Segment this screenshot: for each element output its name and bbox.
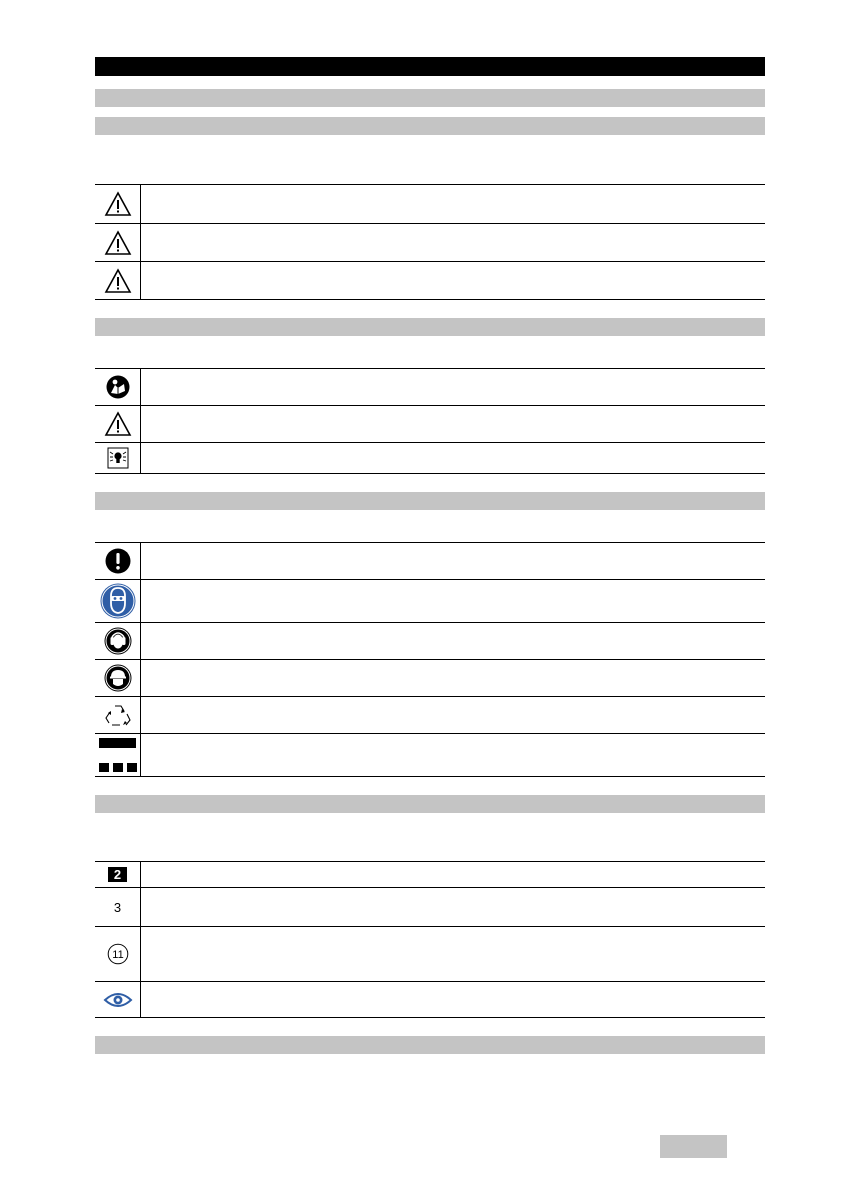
section-header-bar: [95, 795, 765, 813]
table-row: [95, 579, 765, 622]
table-row: [95, 184, 765, 223]
mandatory-icon: [95, 543, 141, 579]
table-row: [95, 926, 765, 981]
device-symbols-table: [95, 542, 765, 777]
table-row: [95, 405, 765, 442]
section-header-bar: [95, 492, 765, 510]
table-row: [95, 733, 765, 777]
table-row: [95, 442, 765, 474]
head-protection-icon: [95, 660, 141, 696]
table-row: [95, 887, 765, 926]
section-header-bar: [95, 117, 765, 135]
table-row: [95, 696, 765, 733]
header-bar: [95, 57, 765, 76]
bars-icon: [95, 734, 141, 776]
table-row: [95, 622, 765, 659]
read-manual-icon: [95, 369, 141, 405]
table-row: [95, 542, 765, 579]
section-header-bar: [95, 318, 765, 336]
table-row: [95, 261, 765, 300]
bulb-icon: [95, 443, 141, 473]
table-row: [95, 659, 765, 696]
eye-protection-icon: [95, 580, 141, 622]
signal-words-table: [95, 184, 765, 300]
warning-icon: [95, 185, 141, 223]
table-row: [95, 861, 765, 887]
recycle-icon: [95, 697, 141, 733]
number-box-icon: 2: [95, 862, 141, 887]
page-number-tab: [660, 1135, 727, 1158]
warning-icon: [95, 262, 141, 299]
warning-icon: [95, 224, 141, 261]
number-plain-icon: 3: [95, 888, 141, 926]
table-row: [95, 223, 765, 261]
svg-text:11: 11: [111, 949, 124, 961]
table-row: [95, 981, 765, 1018]
table-row: [95, 368, 765, 405]
eye-icon: [95, 982, 141, 1017]
warning-icon: [95, 406, 141, 442]
number-circled-icon: [95, 927, 141, 981]
section-header-bar: [95, 89, 765, 107]
ear-protection-icon: [95, 623, 141, 659]
section-header-bar: [95, 1036, 765, 1054]
symbols-table: [95, 368, 765, 474]
illustration-symbols-table: [95, 861, 765, 1018]
